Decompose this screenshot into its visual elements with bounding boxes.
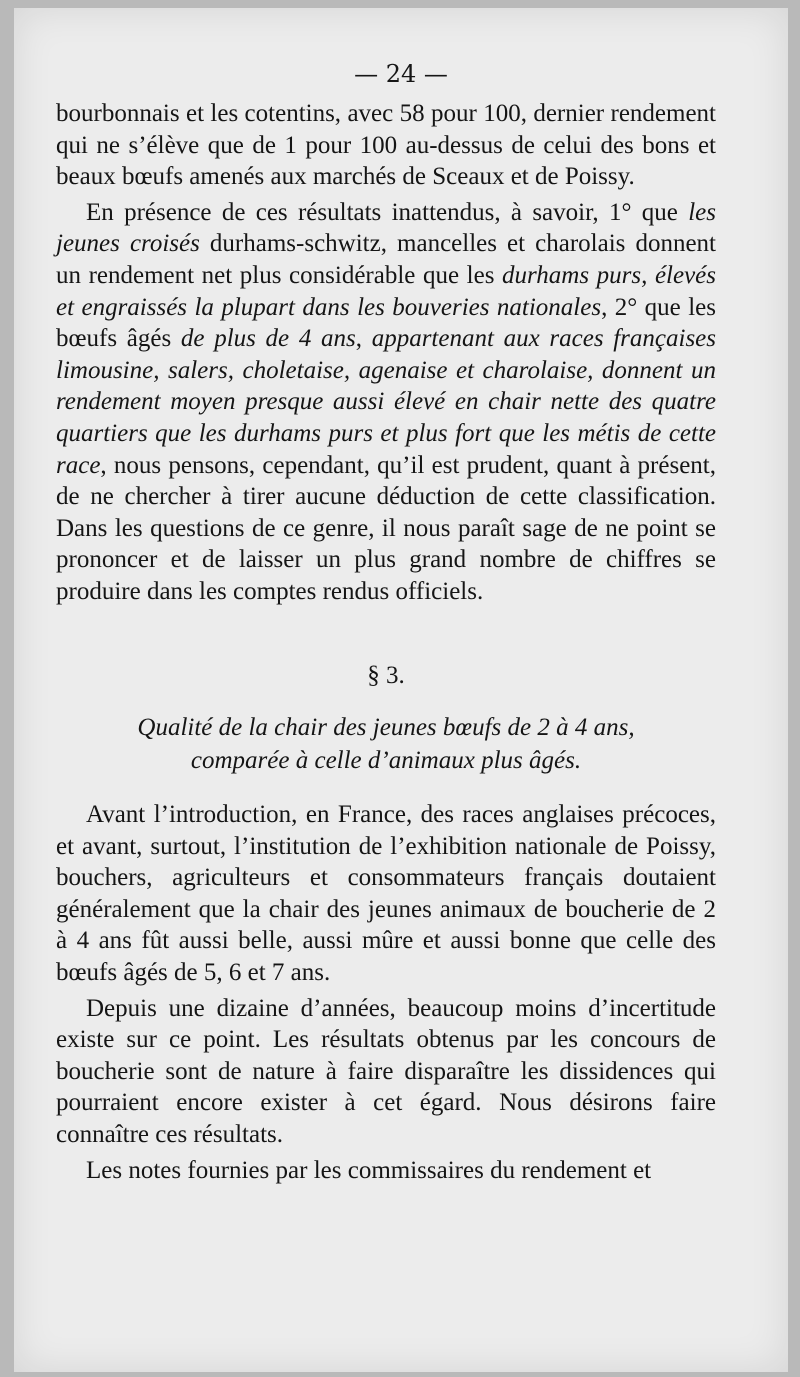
section-number: § 3.	[367, 661, 405, 689]
paragraph-decade: Depuis une dizaine d’années, beaucoup moins d’incertitude existe sur ce point. Les résultats obtenus par les concours de boucherie sont de nature à faire disparaître les dissidences qui pourraient encore exister à cet égard. Nous désirons faire connaître ces résultats.	[56, 994, 716, 1149]
text-run: durhams-schwitz, mancelles et charolais donnent un rendement net plus considérable que les	[56, 230, 717, 289]
paragraph-notes: Les notes fournies par les commissaires du rendement et	[86, 1156, 652, 1184]
text-run: , 2° que les bœufs âgés	[56, 293, 716, 353]
italic-run: appartenant aux races françaises limousine, salers, choletaise, agenaise et charolaise, donnent un rendement moyen presque aussi élevé en chair nette des quatre quartiers que les durhams purs et plus fort que les métis de cette race	[56, 325, 716, 479]
paragraph-introduction: Avant l’introduction, en France, des races anglaises précoces, et avant, surtout, l’institution de l’exhibition nationale de Poissy, bouchers, agriculteurs et consommateurs français doutaient généralement que la chair des jeunes animaux de boucherie de 2 à 4 ans fût aussi belle, aussi mûre et aussi bonne que celle des bœufs âgés de 5, 6 et 7 ans.	[56, 801, 716, 987]
text-run: , nous pensons, cependant, qu’il est prudent, quant à présent, de ne chercher à tirer aucune déduction de cette classification. Dans les questions de ce genre, il nous paraît sage de ne point se prononcer et de laisser un plus grand nombre de chiffres se produire dans les comptes rendus officiels.	[56, 451, 716, 605]
page-number: — 24 —	[354, 60, 448, 88]
italic-run: durhams purs, élevés et engraissés la plupart dans les bouveries nationales	[56, 261, 717, 321]
italic-run: les jeunes croisés	[56, 198, 716, 258]
paragraph-continuation: bourbonnais et les cotentins, avec 58 pour 100, dernier rendement qui ne s’élève que de 1 pour 100 au-dessus de celui des bons et beaux bœufs amenés aux marchés de Sceaux et de Poissy.	[56, 100, 716, 191]
italic-run: de plus de 4 ans	[180, 325, 356, 353]
page-body	[56, 98, 716, 1186]
text-run: En présence de ces résultats inattendus, à savoir, 1° que	[86, 198, 689, 226]
paragraph-results	[56, 197, 716, 608]
text-run: ,	[355, 325, 372, 353]
section-title-line: comparée à celle d’animaux plus âgés.	[190, 747, 582, 775]
section-title-line: Qualité de la chair des jeunes bœufs de 2 à 4 ans,	[137, 714, 635, 742]
book-page	[14, 8, 788, 1372]
section-title	[56, 711, 716, 777]
